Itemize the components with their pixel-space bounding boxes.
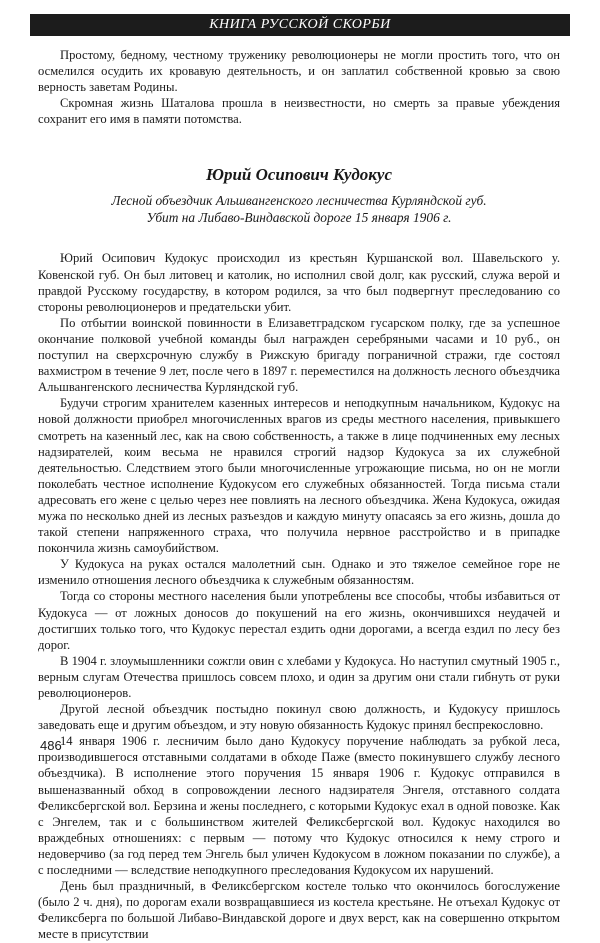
page-number: 486 [40, 738, 62, 753]
section-subtitle: Лесной объездчик Альшвангенского лесничества Курляндской губ. [111, 193, 487, 209]
body-paragraph-3: Будучи строгим хранителем казенных интересов и неподкупным начальником, Кудокус на новой должности приобрел многочисленных врагов из среды местного населения, привыкшего смотреть на казенный лес, как на свою собственность, а также в лице подчиненных ему лесных надзирателей, коим весьма не нравился строгий надзор Кудокуса за их служебной деятельностью. Следствием этого были многочисленные угрожающие письма, но он не могли поколебать честное исполнение Кудокусом его служебных обязанностей. Тогда письма стали адресовать его жене с целью через нее повлиять на лесного объездчика. Жена Кудокуса, ожидая мужа по несколько дней из лесных разъездов и каждую минуту опасаясь за его жизнь, дошла до такой степени напряженного страха, что получила нервное расстройство и в припадке покончила жизнь самоубийством. [38, 396, 560, 556]
body-paragraph-2: По отбытии воинской повинности в Елизаветградском гусарском полку, где за успешное окончание полковой учебной команды был награжден серебряными часами и 10 руб., он поступил на сверхсрочную службу в Рижскую бригаду пограничной стражи, где состоял вахмистром в течение 9 лет, после чего в 1897 г. переместился на должность лесного объездчика Альшвангенского лесничества Курляндской губ. [38, 315, 560, 395]
body-paragraph-7: Другой лесной объездчик постыдно покинул свою должность, и Кудокусу пришлось заведовать еще и другим объездом, и эту новую обязанность Кудокус принял беспрекословно. [38, 702, 560, 733]
body-paragraph-8: 14 января 1906 г. лесничим было дано Кудокусу поручение наблюдать за рубкой леса, производившегося отставными солдатами в обходе Паже (вместо покинувшего службу лесного объездчика). В исполнение этого поручения 15 января 1906 г. Кудокус отправился в вышеназванный обход в сопровождении лесного надзирателя Энгеля, отставного солдата Феликсбергской вол. Берзина и жены последнего, с которыми Кудокус ехал в одной повозке. Как с Энгелем, так и с большинством жителей Феликсбергской вол. Кудокус находился во враждебных отношениях: с первым — потому что Кудокус относился к нему строго и недоверчиво (за год перед тем Энгель был уличен Кудокусом в ложном показании по службе), а с последними — вследствие неподкупного преследования Кудокусом их нарушений. [38, 734, 560, 878]
page-content [38, 47, 560, 943]
running-header: КНИГА РУССКОЙ СКОРБИ [30, 14, 570, 36]
section-subtitle-date: Убит на Либаво-Виндавской дороге 15 января 1906 г. [146, 210, 452, 226]
intro-paragraph-2: Скромная жизнь Шаталова прошла в неизвестности, но смерть за правые убеждения сохранит его имя в памяти потомства. [38, 96, 560, 127]
body-paragraph-9: День был праздничный, в Феликсбергском костеле только что окончилось богослужение (было 2 ч. дня), по дорогам ехали возвращавшиеся из костела крестьяне. Не отъехал Кудокус от Феликсберга по большой Либаво-Виндавской дороге и двух верст, как на совершенно открытом месте в присутствии [38, 879, 560, 942]
body-paragraph-4: У Кудокуса на руках остался малолетний сын. Однако и это тяжелое семейное горе не изменило отношения лесного объездчика к служебным обязанностям. [38, 557, 560, 588]
section-title: Юрий Осипович Кудокус [205, 165, 392, 185]
body-paragraph-5: Тогда со стороны местного населения были употреблены все способы, чтобы избавиться от Кудокуса — от ложных доносов до покушений на его жизнь, окончившихся неудачей и достигших только того, что Кудокус перестал ездить одни дорогами, а всегда ездил по лесу без дорог. [38, 589, 560, 652]
body-paragraph-6: В 1904 г. злоумышленники сожгли овин с хлебами у Кудокуса. Но наступил смутный 1905 г., верным слугам Отечества пришлось совсем плохо, и один за другим они стали гибнуть от руки революционеров. [38, 653, 560, 700]
body-paragraph-1: Юрий Осипович Кудокус происходил из крестьян Куршанской вол. Шавельского у. Ковенской губ. Он был литовец и католик, но исполнил свой долг, как русский, служа верой и правдой Русскому государству, в котором родился, за что был подвергнут преследованию со стороны революционеров и предательски убит. [38, 251, 560, 314]
intro-paragraph-1: Простому, бедному, честному труженику революционеры не могли простить того, что он осмелился осудить их кровавую деятельность, и он заплатил собственной кровью за свою верность заветам Родины. [38, 48, 560, 95]
